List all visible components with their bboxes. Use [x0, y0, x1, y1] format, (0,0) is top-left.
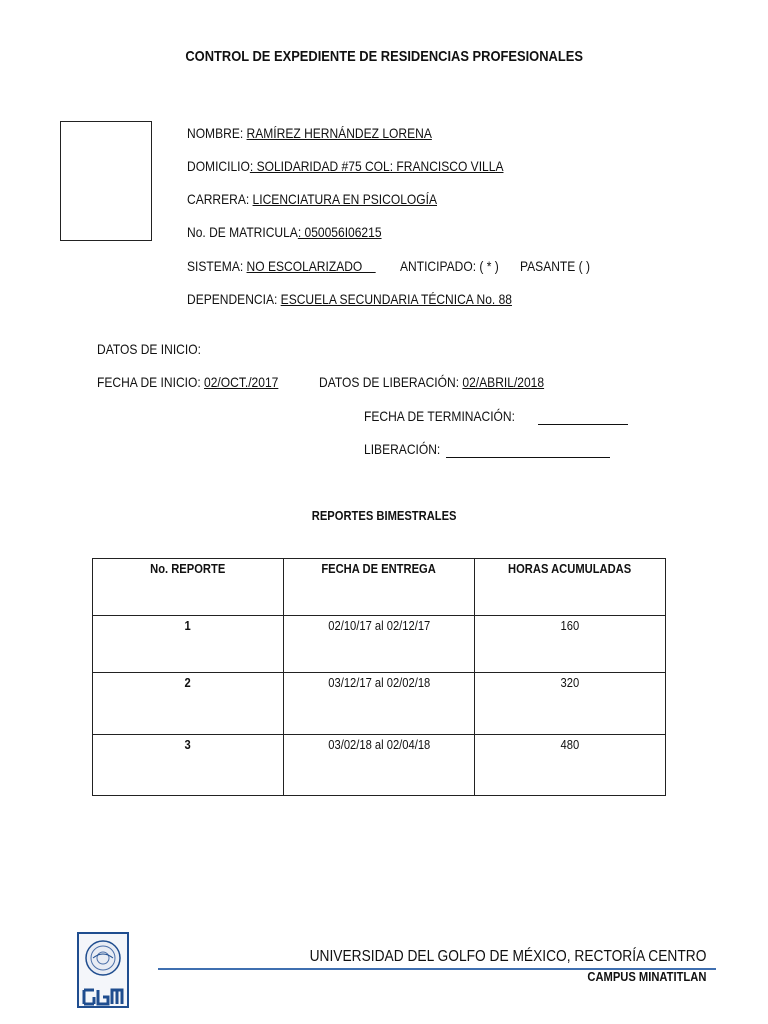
liberacion-blank	[446, 443, 610, 458]
header-no-reporte: No. REPORTE	[93, 559, 284, 616]
reports-table	[92, 558, 666, 796]
field-nombre	[187, 125, 472, 141]
sistema-value: NO ESCOLARIZADO	[246, 258, 376, 274]
document-title-text: CONTROL DE EXPEDIENTE DE RESIDENCIAS PROFESIONALES	[185, 48, 583, 65]
nombre-label: NOMBRE:	[187, 125, 247, 141]
domicilio-label: DOMICILIO	[187, 158, 250, 174]
field-domicilio	[187, 158, 555, 174]
liberacion-label: LIBERACIÓN:	[364, 441, 441, 457]
fecha-inicio-value: 02/OCT./2017	[204, 374, 279, 390]
cell-report-number: 1	[93, 616, 284, 673]
header-horas-acumuladas: HORAS ACUMULADAS	[475, 559, 666, 616]
cell-horas: 160	[475, 616, 666, 673]
cell-horas: 320	[475, 673, 666, 735]
anticipado-label: ANTICIPADO: ( * )	[400, 258, 499, 274]
nombre-value: RAMÍREZ HERNÁNDEZ LORENA	[246, 125, 432, 141]
field-anticipado	[400, 258, 515, 274]
fecha-terminacion-label: FECHA DE TERMINACIÓN:	[364, 408, 515, 424]
field-fecha-terminacion	[364, 408, 540, 424]
datos-inicio-heading	[97, 341, 218, 357]
field-datos-liberacion	[319, 374, 581, 390]
footer-campus-name	[0, 969, 706, 984]
cell-fecha-entrega: 03/02/18 al 02/04/18	[284, 735, 475, 796]
cell-fecha-entrega: 02/10/17 al 02/12/17	[284, 616, 475, 673]
domicilio-value: : SOLIDARIDAD #75 COL: FRANCISCO VILLA	[249, 158, 504, 174]
datos-liberacion-label: DATOS DE LIBERACIÓN:	[319, 374, 463, 390]
reports-section-title-text: REPORTES BIMESTRALES	[311, 508, 457, 523]
footer-university-text: UNIVERSIDAD DEL GOLFO DE MÉXICO, RECTORÍA CENTRO	[309, 948, 706, 965]
datos-inicio-label: DATOS DE INICIO:	[97, 341, 201, 357]
cell-horas: 480	[475, 735, 666, 796]
field-carrera	[187, 191, 478, 207]
document-title	[0, 48, 768, 65]
table-row	[93, 673, 666, 735]
carrera-value: LICENCIATURA EN PSICOLOGÍA	[252, 191, 438, 207]
dependencia-label: DEPENDENCIA:	[187, 291, 281, 307]
matricula-value: : 050056I06215	[297, 224, 382, 240]
reports-section-title	[0, 508, 768, 523]
fecha-terminacion-blank	[538, 410, 628, 425]
carrera-label: CARRERA:	[187, 191, 253, 207]
table-header-row	[93, 559, 666, 616]
fecha-inicio-label: FECHA DE INICIO:	[97, 374, 205, 390]
dependencia-value: ESCUELA SECUNDARIA TÉCNICA No. 88	[280, 291, 512, 307]
cell-fecha-entrega: 03/12/17 al 02/02/18	[284, 673, 475, 735]
field-matricula	[187, 224, 413, 240]
datos-liberacion-value: 02/ABRIL/2018	[462, 374, 545, 390]
field-pasante	[520, 258, 601, 274]
photo-box	[60, 121, 152, 241]
cell-report-number: 2	[93, 673, 284, 735]
table-row	[93, 616, 666, 673]
footer-campus-text: CAMPUS MINATITLAN	[586, 969, 706, 984]
field-sistema	[187, 258, 406, 274]
pasante-label: PASANTE ( )	[520, 258, 591, 274]
field-dependencia	[187, 291, 565, 307]
header-fecha-entrega: FECHA DE ENTREGA	[284, 559, 475, 616]
footer-university-name	[0, 948, 706, 966]
sistema-label: SISTEMA:	[187, 258, 247, 274]
field-liberacion	[364, 441, 453, 457]
matricula-label: No. DE MATRICULA	[187, 224, 298, 240]
cell-report-number: 3	[93, 735, 284, 796]
table-row	[93, 735, 666, 796]
field-fecha-inicio	[97, 374, 308, 390]
